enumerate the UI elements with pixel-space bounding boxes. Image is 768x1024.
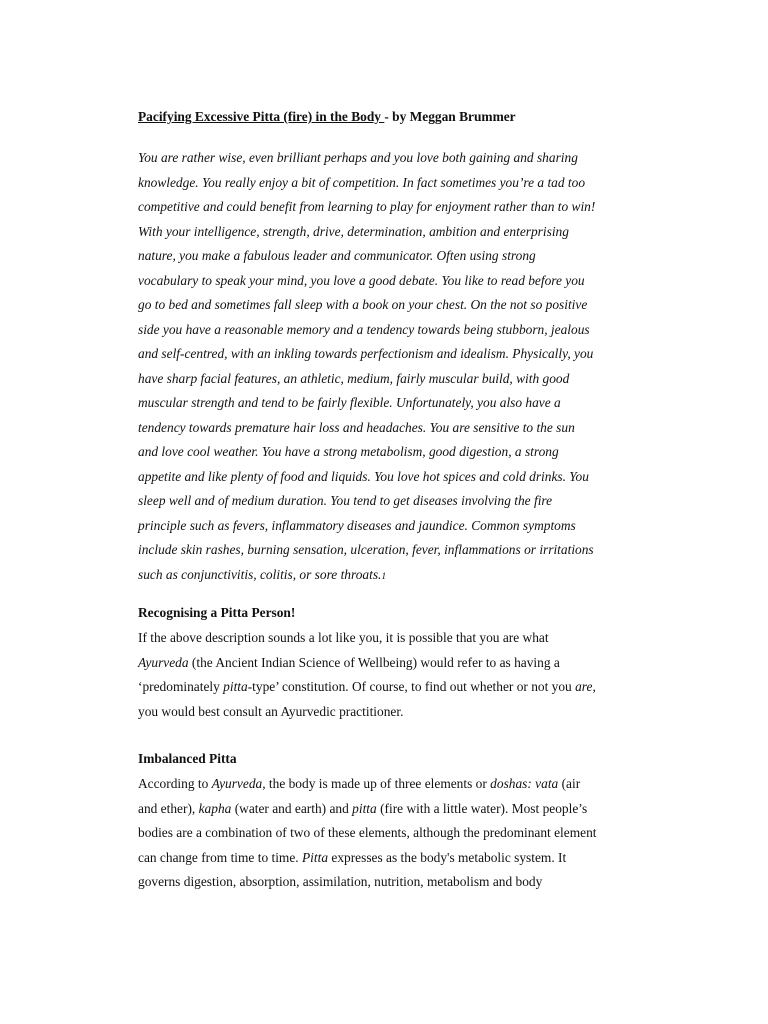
paragraph-line: governs digestion, absorption, assimilation, nutrition, metabolism and body bbox=[138, 874, 543, 889]
section-heading-imbalanced: Imbalanced Pitta bbox=[138, 751, 237, 766]
term-ayurveda: Ayurveda bbox=[138, 654, 189, 670]
term-pitta: pitta bbox=[352, 800, 377, 816]
paragraph-text: ‘predominately bbox=[138, 679, 224, 694]
document-title bbox=[138, 108, 516, 126]
intro-line: principle such as fevers, inflammatory diseases and jaundice. Common symptoms bbox=[138, 517, 576, 533]
intro-line: and love cool weather. You have a strong metabolism, good digestion, a strong bbox=[138, 444, 559, 459]
paragraph-line: you would best consult an Ayurvedic practitioner. bbox=[138, 703, 404, 719]
intro-line: competitive and could benefit from learning to play for enjoyment rather than to win! bbox=[138, 199, 596, 214]
paragraph-text: According to bbox=[138, 776, 212, 791]
title-byline: - by Meggan Brummer bbox=[384, 109, 516, 124]
intro-line: With your intelligence, strength, drive, determination, ambition and enterprising bbox=[138, 223, 569, 239]
intro-line: side you have a reasonable memory and a tendency towards being stubborn, jealous bbox=[138, 321, 590, 337]
intro-line: You are rather wise, even brilliant perhaps and you love both gaining and sharing bbox=[138, 150, 578, 165]
intro-line bbox=[138, 563, 595, 588]
intro-line: sleep well and of medium duration. You tend to get diseases involving the fire bbox=[138, 493, 553, 508]
intro-line: include skin rashes, burning sensation, ulceration, fever, inflammations or irritations bbox=[138, 542, 594, 557]
paragraph-line bbox=[138, 846, 597, 871]
paragraph-text: (water and earth) and bbox=[231, 800, 353, 816]
intro-line: go to bed and sometimes fall sleep with a book on your chest. On the not so positive bbox=[138, 297, 588, 312]
title-main: Pacifying Excessive Pitta (fire) in the Body bbox=[138, 109, 385, 124]
section-heading-recognising: Recognising a Pitta Person! bbox=[138, 605, 296, 620]
section-paragraph-recognising bbox=[138, 626, 596, 724]
paragraph-text: (air bbox=[558, 776, 581, 791]
intro-paragraph bbox=[138, 146, 595, 587]
paragraph-text: (the Ancient Indian Science of Wellbeing) would refer to as having a bbox=[188, 654, 560, 670]
term-pitta: Pitta bbox=[301, 849, 329, 865]
paragraph-line bbox=[138, 797, 597, 822]
footnote-marker: 1 bbox=[381, 571, 387, 582]
intro-line: knowledge. You really enjoy a bit of competition. In fact sometimes you’re a tad too bbox=[138, 174, 586, 190]
intro-line: and self-centred, with an inkling towards perfectionism and idealism. Physically, you bbox=[138, 346, 594, 361]
paragraph-line bbox=[138, 675, 596, 700]
intro-line-text: such as conjunctivitis, colitis, or sore throats. bbox=[138, 566, 382, 582]
paragraph-text: expresses as the body's metabolic system. It bbox=[328, 849, 567, 865]
paragraph-line bbox=[138, 772, 597, 797]
section-paragraph-imbalanced bbox=[138, 772, 597, 895]
term-ayurveda: Ayurveda, bbox=[211, 776, 266, 791]
intro-line: vocabulary to speak your mind, you love a good debate. You like to read before you bbox=[138, 272, 585, 288]
term-kapha: kapha bbox=[198, 800, 232, 816]
paragraph-text: can change from time to time. bbox=[138, 849, 302, 865]
term-pitta: pitta bbox=[223, 679, 248, 694]
intro-line: muscular strength and tend to be fairly flexible. Unfortunately, you also have a bbox=[138, 395, 561, 410]
paragraph-text: the body is made up of three elements or bbox=[265, 776, 491, 791]
paragraph-text: (fire with a little water). Most people’s bbox=[376, 800, 588, 816]
paragraph-line bbox=[138, 651, 596, 676]
term-doshas-vata: doshas: vata bbox=[490, 776, 559, 791]
intro-line: nature, you make a fabulous leader and communicator. Often using strong bbox=[138, 248, 536, 263]
paragraph-text: -type’ constitution. Of course, to find out whether or not you bbox=[247, 679, 576, 694]
paragraph-line: bodies are a combination of two of these elements, although the predominant element bbox=[138, 825, 597, 840]
intro-line: appetite and like plenty of food and liquids. You love hot spices and cold drinks. You bbox=[138, 468, 589, 484]
paragraph-line: If the above description sounds a lot like you, it is possible that you are what bbox=[138, 630, 549, 645]
paragraph-text: , bbox=[592, 679, 596, 694]
emphasis-are: are bbox=[575, 679, 593, 694]
paragraph-text: and ether), bbox=[138, 800, 199, 816]
intro-line: tendency towards premature hair loss and headaches. You are sensitive to the sun bbox=[138, 419, 575, 435]
intro-line: have sharp facial features, an athletic, medium, fairly muscular build, with good bbox=[138, 370, 570, 386]
